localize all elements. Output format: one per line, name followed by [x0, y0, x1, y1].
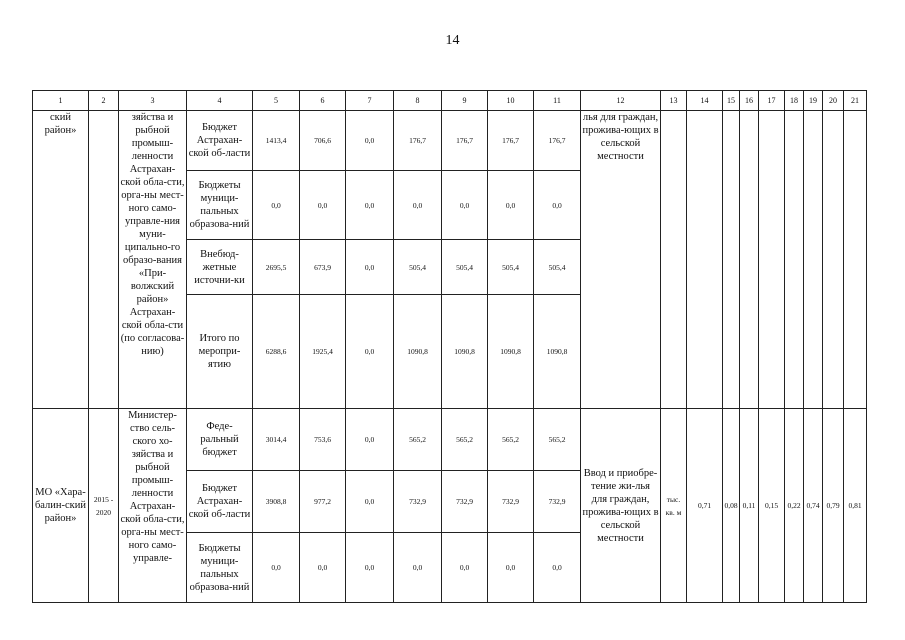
value-cell: 176,7: [442, 111, 488, 171]
table-row: [33, 409, 867, 471]
header-cell: 4: [187, 91, 253, 111]
value-cell: 1090,8: [442, 295, 488, 409]
value-cell: 0,0: [346, 111, 394, 171]
header-cell: 16: [740, 91, 759, 111]
indicator-cell: [823, 111, 844, 409]
indicator-cell: [740, 111, 759, 409]
indicator-cell: 0,81: [844, 409, 867, 603]
value-cell: 565,2: [442, 409, 488, 471]
header-cell: 18: [785, 91, 804, 111]
value-cell: 505,4: [534, 240, 581, 295]
value-cell: 732,9: [394, 471, 442, 533]
value-cell: 1090,8: [534, 295, 581, 409]
indicator-cell: [723, 111, 740, 409]
value-cell: 0,0: [346, 295, 394, 409]
indicator-cell: 0,11: [740, 409, 759, 603]
indicator-cell: 0,71: [687, 409, 723, 603]
value-cell: 565,2: [394, 409, 442, 471]
value-cell: 732,9: [534, 471, 581, 533]
funding-source-cell: Бюджеты муници-пальных образова-ний: [187, 171, 253, 240]
header-cell: 13: [661, 91, 687, 111]
value-cell: 6288,6: [253, 295, 300, 409]
value-cell: 505,4: [442, 240, 488, 295]
header-cell: 14: [687, 91, 723, 111]
value-cell: 1090,8: [488, 295, 534, 409]
value-cell: 732,9: [488, 471, 534, 533]
value-cell: 1413,4: [253, 111, 300, 171]
header-cell: 17: [759, 91, 785, 111]
value-cell: 673,9: [300, 240, 346, 295]
header-cell: 1: [33, 91, 89, 111]
value-cell: 1090,8: [394, 295, 442, 409]
period-cell: 2015 - 2020: [89, 409, 119, 603]
value-cell: 3014,4: [253, 409, 300, 471]
header-cell: 9: [442, 91, 488, 111]
indicator-cell: [785, 111, 804, 409]
value-cell: 0,0: [300, 533, 346, 603]
header-cell: 12: [581, 91, 661, 111]
value-cell: 753,6: [300, 409, 346, 471]
header-cell: 10: [488, 91, 534, 111]
indicator-cell: 0,79: [823, 409, 844, 603]
value-cell: 706,6: [300, 111, 346, 171]
funding-source-cell: Бюджет Астрахан-ской об-ласти: [187, 471, 253, 533]
indicator-cell: 0,15: [759, 409, 785, 603]
value-cell: 0,0: [346, 533, 394, 603]
indicator-cell: [759, 111, 785, 409]
value-cell: 0,0: [442, 171, 488, 240]
funding-source-cell: Бюджеты муници-пальных образова-ний: [187, 533, 253, 603]
value-cell: 732,9: [442, 471, 488, 533]
header-cell: 11: [534, 91, 581, 111]
budget-table: [32, 90, 867, 603]
value-cell: 176,7: [534, 111, 581, 171]
value-cell: 0,0: [346, 409, 394, 471]
indicator-cell: 0,22: [785, 409, 804, 603]
value-cell: 565,2: [488, 409, 534, 471]
header-cell: 3: [119, 91, 187, 111]
indicator-cell: [687, 111, 723, 409]
value-cell: 0,0: [442, 533, 488, 603]
value-cell: 505,4: [488, 240, 534, 295]
value-cell: 0,0: [394, 533, 442, 603]
value-cell: 0,0: [394, 171, 442, 240]
value-cell: 3908,8: [253, 471, 300, 533]
value-cell: 0,0: [253, 171, 300, 240]
value-cell: 0,0: [300, 171, 346, 240]
header-cell: 2: [89, 91, 119, 111]
municipality-cell: ский район»: [33, 111, 89, 409]
indicator-cell: [804, 111, 823, 409]
table-header-row: [33, 91, 867, 111]
value-cell: 977,2: [300, 471, 346, 533]
funding-source-cell: Бюджет Астрахан-ской об-ласти: [187, 111, 253, 171]
header-cell: 19: [804, 91, 823, 111]
indicator-cell: [844, 111, 867, 409]
value-cell: 0,0: [534, 171, 581, 240]
value-cell: 0,0: [488, 171, 534, 240]
header-cell: 21: [844, 91, 867, 111]
value-cell: 565,2: [534, 409, 581, 471]
header-cell: 5: [253, 91, 300, 111]
header-cell: 15: [723, 91, 740, 111]
header-cell: 8: [394, 91, 442, 111]
value-cell: 0,0: [253, 533, 300, 603]
indicator-cell: 0,74: [804, 409, 823, 603]
value-cell: 0,0: [488, 533, 534, 603]
value-cell: 176,7: [488, 111, 534, 171]
value-cell: 0,0: [346, 171, 394, 240]
value-cell: 0,0: [346, 471, 394, 533]
value-cell: 1925,4: [300, 295, 346, 409]
executor-cell: зяйства и рыбной промыш-ленности Астрахан-ской обла-сти, орга-ны мест-ного само-управле-ния муни-ципально-го образо-вания «При-волжский район» Астрахан-ской обла-сти (по согласова-нию): [119, 111, 187, 409]
indicator-cell: 0,08: [723, 409, 740, 603]
value-cell: 176,7: [394, 111, 442, 171]
funding-source-cell: Итого по меропри-ятию: [187, 295, 253, 409]
value-cell: 0,0: [534, 533, 581, 603]
page-number: 14: [445, 33, 460, 48]
value-cell: 0,0: [346, 240, 394, 295]
unit-cell: [661, 111, 687, 409]
municipality-cell: МО «Хара-балин-ский район»: [33, 409, 89, 603]
funding-source-cell: Феде-ральный бюджет: [187, 409, 253, 471]
value-cell: 505,4: [394, 240, 442, 295]
funding-source-cell: Внебюд-жетные источни-ки: [187, 240, 253, 295]
header-cell: 20: [823, 91, 844, 111]
value-cell: 2695,5: [253, 240, 300, 295]
header-cell: 6: [300, 91, 346, 111]
indicator-name-cell: лья для граждан, прожива-ющих в сельской местности: [581, 111, 661, 409]
indicator-name-cell: Ввод и приобре-тение жи-лья для граждан, прожива-ющих в сельской местности: [581, 409, 661, 603]
period-cell: [89, 111, 119, 409]
header-cell: 7: [346, 91, 394, 111]
unit-cell: тыс. кв. м: [661, 409, 687, 603]
executor-cell: Министер-ство сель-ского хо-зяйства и рыбной промыш-ленности Астрахан-ской обла-сти, орга-ны мест-ного само-управле-: [119, 409, 187, 603]
table-row: [33, 111, 867, 171]
